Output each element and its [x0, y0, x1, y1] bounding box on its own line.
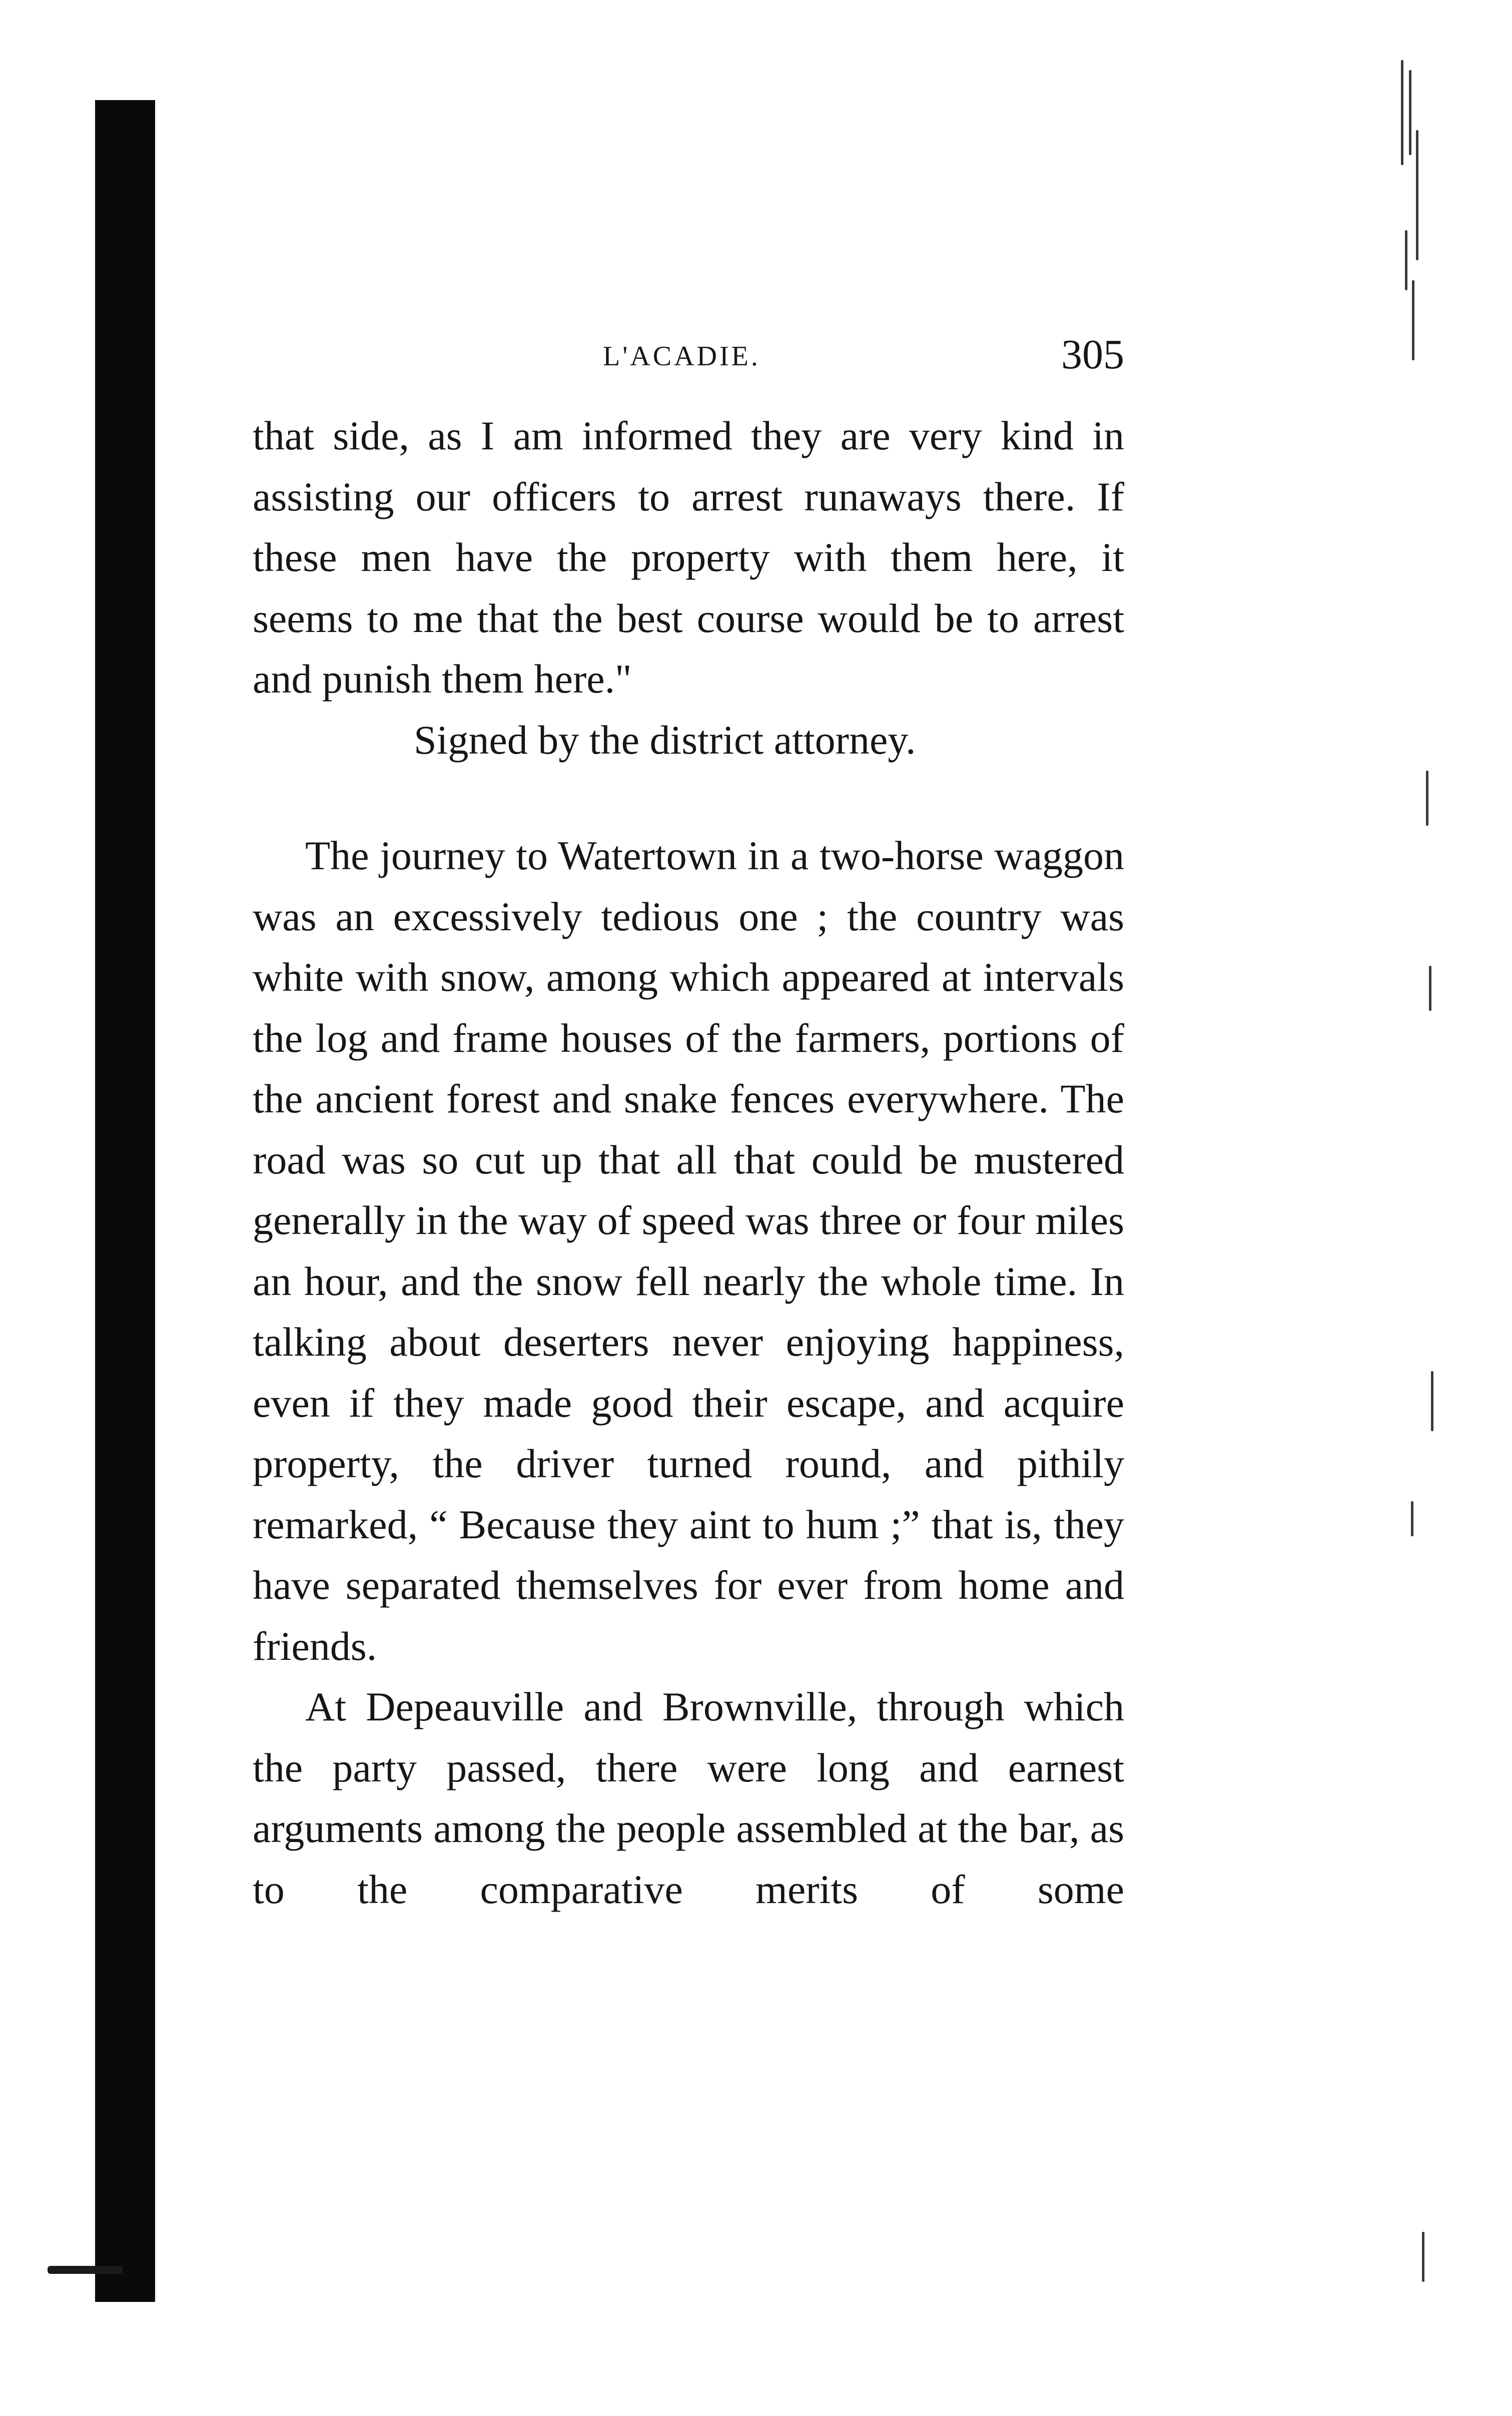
- section-break: [253, 770, 1124, 825]
- paragraph-depeauville: At Depeauville and Brownville, through which the party passed, there were long and earnest arguments among the people assembled at the bar, as to the comparative merits of some: [253, 1684, 1124, 1912]
- running-head: [253, 330, 1124, 405]
- paragraph-journey: The journey to Watertown in a two-horse waggon was an excessively tedious one ; the country was white with snow, among which appeared at intervals the log and frame houses of the farmers, portions of the ancient forest and snake fences everywhere. The road was so cut up that all that could be mustered generally in the way of speed was three or four miles an hour, and the snow fell nearly the whole time. In talking about deserters never enjoying happiness, even if they made good their escape, and acquire property, the driver turned round, and pithily remarked, “ Because they aint to hum ;” that is, they have separated themselves for ever from home and friends.: [253, 833, 1124, 1669]
- letter-quote-ending: that side, as I am informed they are very kind in assisting our officers to arrest runaways there. If these men have the property with them here, it seems to me that the best course would be to arrest and punish them here.": [253, 413, 1124, 702]
- scan-right-edge-marks: [1396, 40, 1441, 2392]
- page-number: 305: [1061, 331, 1124, 378]
- scan-margin-tab: [48, 2266, 123, 2274]
- book-page-text: [253, 330, 1124, 1920]
- scan-margin-bar: [95, 100, 155, 2302]
- running-title: L'ACADIE.: [603, 341, 761, 372]
- letter-signature: Signed by the district attorney.: [414, 717, 916, 763]
